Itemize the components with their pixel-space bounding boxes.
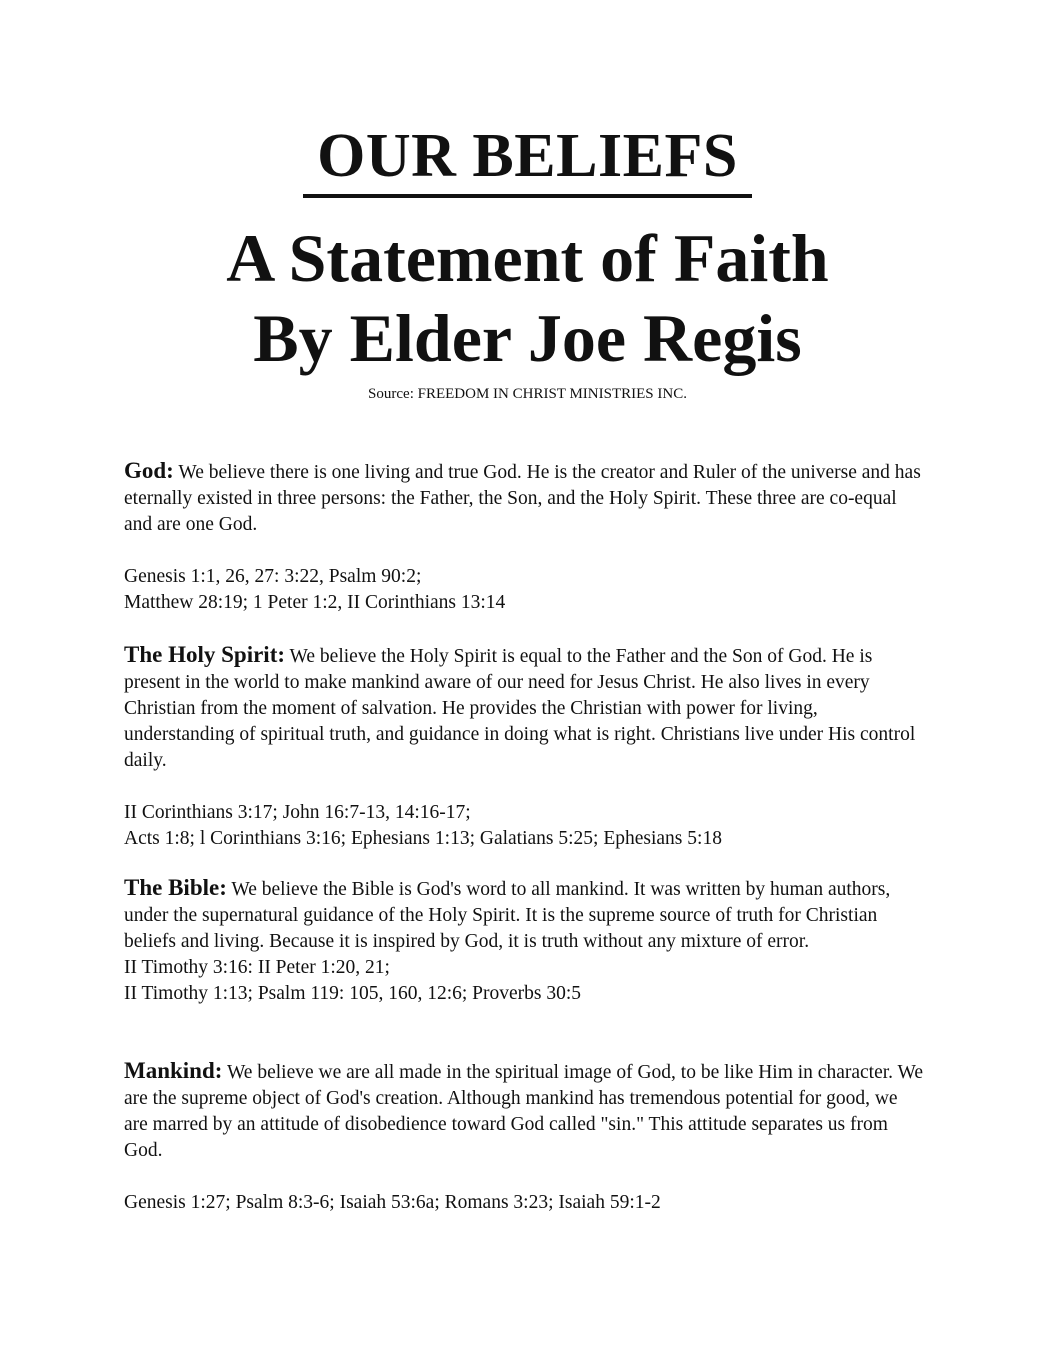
reference-line: II Timothy 3:16: II Peter 1:20, 21; <box>124 957 390 978</box>
reference-line: II Timothy 1:13; Psalm 119: 105, 160, 12:6; Proverbs 30:5 <box>124 983 582 1004</box>
section-term: God: <box>124 458 174 483</box>
section-paragraph <box>124 642 924 774</box>
title-line-2: By Elder Joe Regis <box>253 300 802 376</box>
section-mankind <box>124 1058 924 1216</box>
section-paragraph <box>124 458 924 538</box>
scripture-references <box>124 1190 924 1216</box>
reference-line: II Corinthians 3:17; John 16:7-13, 14:16-17; <box>124 802 471 823</box>
scripture-references <box>124 800 924 852</box>
heading-wrap <box>0 122 1055 198</box>
reference-line: Genesis 1:1, 26, 27: 3:22, Psalm 90:2; <box>124 566 422 587</box>
scripture-references <box>124 564 924 616</box>
section-paragraph <box>124 875 924 955</box>
section-term: The Holy Spirit: <box>124 642 286 667</box>
reference-line: Genesis 1:27; Psalm 8:3-6; Isaiah 53:6a; Romans 3:23; Isaiah 59:1-2 <box>124 1192 661 1213</box>
section-bible <box>124 875 924 1007</box>
section-text: We believe the Holy Spirit is equal to the Father and the Son of God. He is present in the world to make mankind aware of our need for Jesus Christ. He also lives in every Christian from the moment of salvation. He provides the Christian with power for living, understanding of spiritual truth, and guidance in doing what is right. Christians live under His control daily. <box>124 646 916 771</box>
source-line: Source: FREEDOM IN CHRIST MINISTRIES INC. <box>368 386 687 402</box>
section-term: The Bible: <box>124 875 227 900</box>
section-text: We believe the Bible is God's word to all mankind. It was written by human authors, under the supernatural guidance of the Holy Spirit. It is the supreme source of truth for Christian beliefs and living. Because it is inspired by God, it is truth without any mixture of error. <box>124 879 891 952</box>
section-term: Mankind: <box>124 1058 223 1083</box>
section-text: We believe there is one living and true God. He is the creator and Ruler of the universe and has eternally existed in three persons: the Father, the Son, and the Holy Spirit. These three are co-equal and are one God. <box>124 462 921 535</box>
section-holy-spirit <box>124 642 924 852</box>
section-paragraph <box>124 1058 924 1164</box>
reference-line: Acts 1:8; l Corinthians 3:16; Ephesians 1:13; Galatians 5:25; Ephesians 5:18 <box>124 828 722 849</box>
section-text: We believe we are all made in the spiritual image of God, to be like Him in character. We are the supreme object of God's creation. Although mankind has tremendous potential for good, we are marred by an attitude of disobedience toward God called "sin." This attitude separates us from God. <box>124 1062 924 1161</box>
section-god <box>124 458 924 616</box>
reference-line: Matthew 28:19; 1 Peter 1:2, II Corinthians 13:14 <box>124 592 506 613</box>
title-line-1: A Statement of Faith <box>226 220 829 296</box>
page-heading: OUR BELIEFS <box>303 122 752 198</box>
scripture-references <box>124 955 924 1007</box>
